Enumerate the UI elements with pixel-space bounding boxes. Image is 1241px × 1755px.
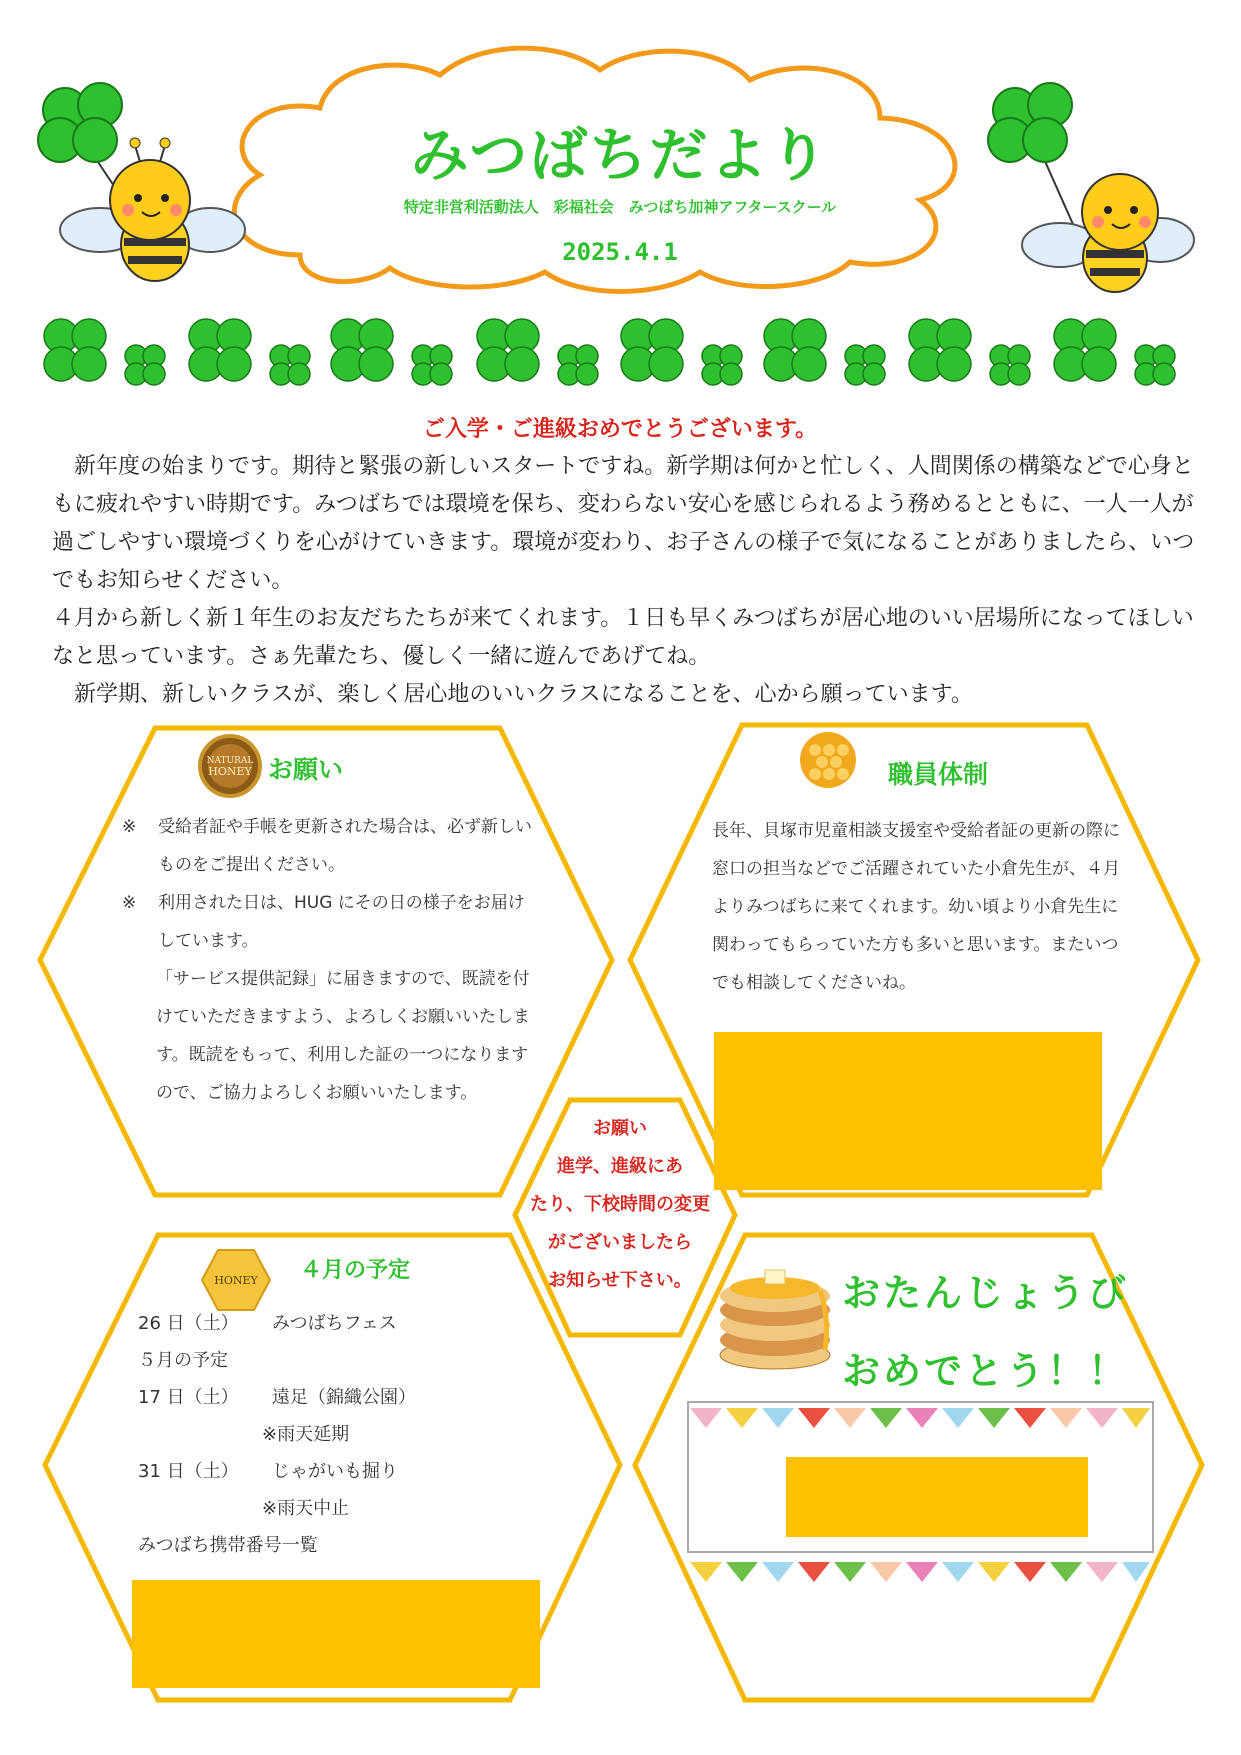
schedule-row xyxy=(138,1453,518,1490)
schedule-date xyxy=(138,1416,262,1453)
request-item xyxy=(122,884,532,960)
schedule-date: ５月の予定 xyxy=(138,1350,228,1371)
schedule-row xyxy=(138,1416,518,1453)
redacted-birthday-names xyxy=(786,1457,1088,1537)
center-note-line: がございましたら xyxy=(548,1232,692,1253)
center-note-line: お願い xyxy=(593,1118,647,1139)
honey-jar-label-icon xyxy=(202,1250,270,1310)
organization-name: 特定非営利活動法人 彩福社会 みつばち加神アフタースクール xyxy=(403,198,837,216)
center-note-line: お知らせ下さい。 xyxy=(548,1270,692,1291)
birthday-line-1: おたんじょうび xyxy=(842,1271,1130,1315)
request-title: お願い xyxy=(268,755,344,784)
newsletter-title: みつばちだより xyxy=(410,121,830,189)
redacted-phone-list xyxy=(132,1580,540,1688)
schedule-row xyxy=(138,1342,518,1379)
request-item-text: 受給者証や手帳を更新された場合は、必ず新しいものをご提出ください。 xyxy=(158,817,532,875)
issue-date: 2025.4.1 xyxy=(562,238,678,266)
phone-list-label: みつばち携帯番号一覧 xyxy=(138,1535,318,1556)
note-mark: ※ xyxy=(122,893,137,913)
natural-honey-badge-icon xyxy=(200,736,260,796)
schedule-event: じゃがいも掘り xyxy=(272,1461,398,1482)
schedule-date: 17 日（土） xyxy=(138,1387,239,1408)
pancake-icon xyxy=(720,1270,830,1369)
schedule-event: ※雨天延期 xyxy=(262,1424,350,1445)
schedule-title: ４月の予定 xyxy=(300,1258,411,1283)
bee-right-icon xyxy=(988,83,1194,292)
schedule-date xyxy=(138,1490,262,1527)
intro-paragraph: 新年度の始まりです。期待と緊張の新しいスタートですね。新学期は何かと忙しく、人間関係の構築などで心身ともに疲れやすい時期です。みつばちでは環境を保ち、変わらない安心を感じられるよう務めるとともに、一人一人が過ごしやすい環境づくりを心がけていきます。環境が変わり、お子さんの様子で気になることがありましたら、いつでもお知らせください。 xyxy=(52,454,1195,593)
schedule-date: 26 日（土） xyxy=(138,1313,239,1334)
svg-text:NATURAL: NATURAL xyxy=(206,756,254,766)
bee-left-icon xyxy=(38,83,245,281)
schedule-row xyxy=(138,1305,518,1342)
center-note xyxy=(520,1110,720,1300)
schedule-list xyxy=(138,1305,518,1564)
schedule-row xyxy=(138,1490,518,1527)
honeycomb-icon xyxy=(800,732,856,788)
staff-text: 長年、貝塚市児童相談支援室や受給者証の更新の際に窓口の担当などでご活躍されていた小倉先生が、４月よりみつばちに来てくれます。幼い頃より小倉先生に関わってもらっていた方も多いと思います。またいつでも相談してくださいね。 xyxy=(712,821,1120,993)
request-item xyxy=(122,808,532,884)
request-body xyxy=(122,808,532,1112)
note-mark: ※ xyxy=(122,817,137,837)
clover-border xyxy=(44,319,1175,385)
birthday-line-2: おめでとう！！ xyxy=(842,1349,1130,1393)
schedule-date: 31 日（土） xyxy=(138,1461,239,1482)
schedule-row xyxy=(138,1379,518,1416)
intro-paragraph: ４月から新しく新１年生のお友だちたちが来てくれます。１日も早くみつばちが居心地のいい居場所になってほしいなと思っています。さぁ先輩たち、優しく一緒に遊んであげてね。 xyxy=(52,606,1194,669)
redacted-photo-block xyxy=(714,1032,1102,1190)
request-continuation: 「サービス提供記録」に届きますので、既読を付けていただきますよう、よろしくお願いいたします。既読をもって、利用した証の一つになりますので、ご協力よろしくお願いいたします。 xyxy=(156,969,530,1103)
center-note-line: 進学、進級にあ xyxy=(557,1156,683,1177)
schedule-event: ※雨天中止 xyxy=(262,1498,350,1519)
center-note-line: たり、下校時間の変更 xyxy=(530,1194,710,1215)
schedule-event: みつばちフェス xyxy=(272,1313,397,1334)
schedule-event: 遠足（錦織公園） xyxy=(272,1387,416,1408)
svg-text:HONEY: HONEY xyxy=(214,1274,258,1287)
request-item-text: 利用された日は、HUG にその日の様子をお届けしています。 xyxy=(158,893,525,951)
staff-title: 職員体制 xyxy=(888,760,989,789)
intro-paragraph: 新学期、新しいクラスが、楽しく居心地のいいクラスになることを、心から願っています。 xyxy=(52,682,973,707)
bunting-bottom xyxy=(690,1562,1150,1582)
intro-text xyxy=(52,448,1202,714)
congrats-heading: ご入学・ご進級おめでとうございます。 xyxy=(422,417,818,442)
svg-text:HONEY: HONEY xyxy=(208,765,252,778)
